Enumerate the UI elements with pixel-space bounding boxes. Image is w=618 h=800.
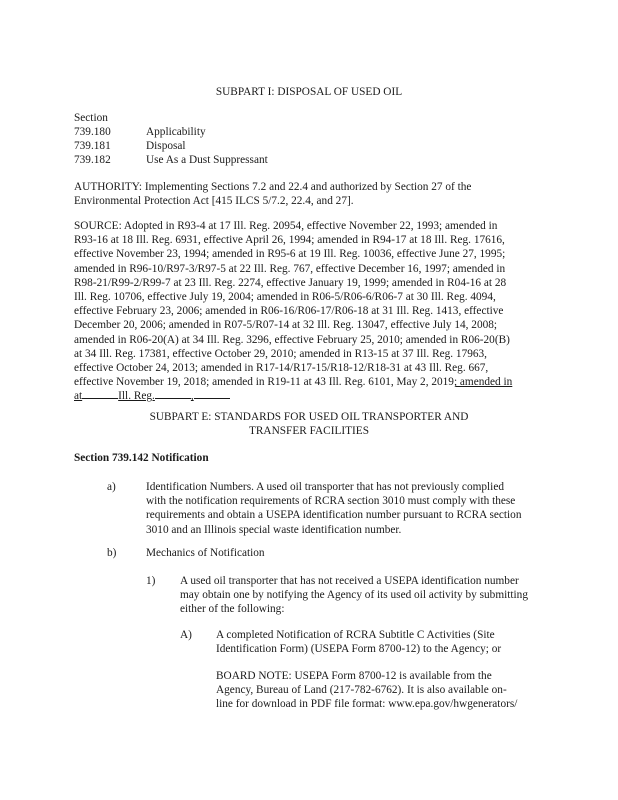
source-note: [74, 219, 554, 404]
section-number: 739.181: [74, 140, 111, 152]
item-bA-label: A): [180, 629, 192, 641]
source-line: amended in R96-10/R97-3/R97-5 at 22 Ill. Reg. 767, effective December 16, 1997; amended in: [74, 262, 506, 275]
source-line-text: effective November 19, 2018; amended in R19-11 at 43 Ill. Reg. 6101, May 2, 2019: [74, 376, 454, 389]
item-a-text: [146, 480, 521, 537]
section-title: Disposal: [146, 140, 186, 152]
source-line: amended in R06-20(A) at 34 Ill. Reg. 3296, effective February 25, 2010; amended in R06-20(B): [74, 333, 510, 346]
blank-date: [194, 389, 230, 399]
source-line: at 34 Ill. Reg. 17381, effective October 29, 2010; amended in R13-15 at 37 Ill. Reg. 17963,: [74, 347, 487, 360]
section-heading: Section 739.142 Notification: [74, 452, 209, 464]
item-bA-line: Identification Form) (USEPA Form 8700-12) to the Agency; or: [216, 643, 502, 656]
item-b1-line: A used oil transporter that has not received a USEPA identification number: [180, 575, 519, 587]
authority-line: Environmental Protection Act [415 ILCS 5/7.2, 22.4, and 27].: [74, 195, 354, 208]
source-line: [74, 375, 554, 389]
section-number: 739.180: [74, 126, 111, 138]
item-a-line: 3010 and an Illinois special waste identification number.: [146, 523, 402, 536]
subpart-i-title: SUBPART I: DISPOSAL OF USED OIL: [215, 86, 403, 98]
source-line: Ill. Reg. 10706, effective July 19, 2004; amended in R06-5/R06-6/R06-7 at 30 Ill. Reg. 4094,: [74, 291, 496, 304]
section-title: Applicability: [146, 126, 206, 138]
item-b1-line: may obtain one by notifying the Agency of its used oil activity by submitting: [180, 589, 528, 602]
source-line: R93-16 at 18 Ill. Reg. 6931, effective April 26, 1994; amended in R94-17 at 18 Ill. Reg. 17616,: [74, 234, 505, 247]
item-a-line: requirements and obtain a USEPA identification number pursuant to RCRA section: [146, 509, 522, 522]
source-line: December 20, 2006; amended in R07-5/R07-14 at 32 Ill. Reg. 13047, effective July 14, 2008;: [74, 319, 498, 332]
source-line-added-text: ; amended in: [453, 376, 513, 389]
source-placeholder-comma: ,: [190, 390, 194, 403]
authority-note: [74, 180, 554, 208]
item-bA-text: [216, 628, 501, 656]
item-b1-text: [180, 574, 528, 617]
item-b-label: b): [107, 547, 117, 559]
subpart-e-title-line-2: TRANSFER FACILITIES: [249, 425, 369, 437]
subpart-e-title-line-1: SUBPART E: STANDARDS FOR USED OIL TRANSPORTER AND: [149, 411, 469, 423]
item-b1-line: either of the following:: [180, 603, 285, 616]
source-line: R98-21/R99-2/R99-7 at 23 Ill. Reg. 2274, effective January 19, 1999; amended in R04-16 at 28: [74, 276, 507, 289]
section-column-header: Section: [74, 112, 108, 124]
source-line: effective November 23, 1994; amended in R95-6 at 19 Ill. Reg. 10036, effective June 27, 1995;: [74, 248, 506, 261]
source-line: effective February 23, 2006; amended in R06-16/R06-17/R06-18 at 31 Ill. Reg. 1413, effective: [74, 305, 504, 318]
source-line: SOURCE: Adopted in R93-4 at 17 Ill. Reg. 20954, effective November 22, 1993; amended in: [74, 220, 498, 232]
board-note-line: BOARD NOTE: USEPA Form 8700-12 is available from the: [216, 670, 492, 682]
source-line: effective October 24, 2013; amended in R17-14/R17-15/R18-12/R18-31 at 43 Ill. Reg. 667,: [74, 362, 489, 375]
source-line-placeholder: [74, 389, 554, 403]
blank-page: [155, 389, 191, 399]
item-a-label: a): [107, 481, 116, 493]
board-note-line: line for download in PDF file format: www.epa.gov/hwgenerators/: [216, 698, 518, 711]
item-a-line: with the notification requirements of RCRA section 3010 must comply with these: [146, 495, 516, 508]
section-title: Use As a Dust Suppressant: [146, 154, 268, 166]
item-b-text: Mechanics of Notification: [146, 547, 265, 559]
blank-volume: [82, 389, 118, 399]
source-placeholder-reg: Ill. Reg.: [118, 390, 155, 403]
board-note: [216, 669, 517, 712]
board-note-line: Agency, Bureau of Land (217-782-6762). It is also available on-: [216, 684, 507, 697]
authority-line: AUTHORITY: Implementing Sections 7.2 and 22.4 and authorized by Section 27 of the: [74, 181, 472, 193]
item-bA-line: A completed Notification of RCRA Subtitle C Activities (Site: [216, 629, 495, 641]
source-placeholder-at: at: [74, 390, 83, 403]
item-b1-label: 1): [146, 575, 156, 587]
section-number: 739.182: [74, 154, 111, 166]
item-a-line: Identification Numbers. A used oil transporter that has not previously complied: [146, 481, 504, 493]
